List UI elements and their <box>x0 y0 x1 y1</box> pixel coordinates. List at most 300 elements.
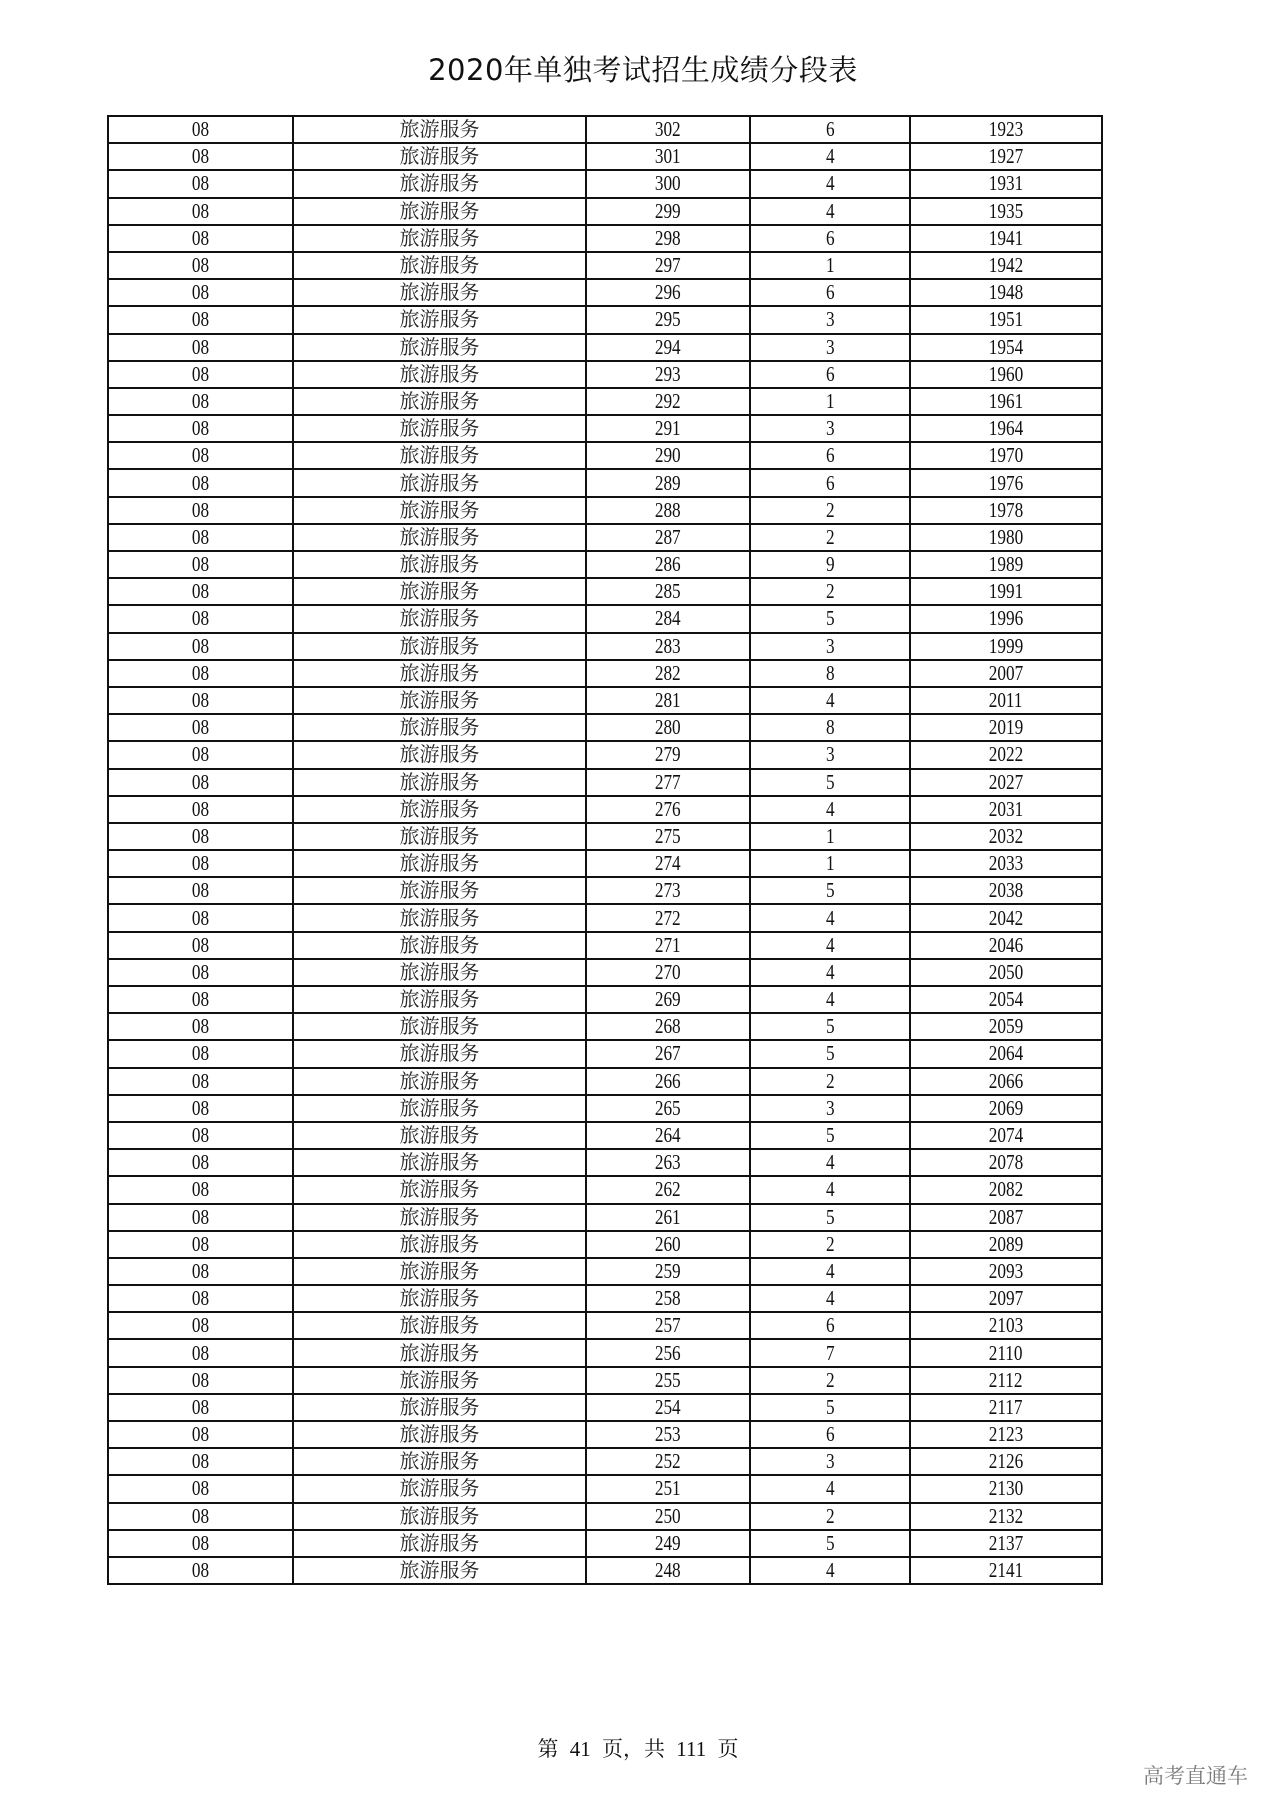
count-text: 5 <box>825 1530 835 1555</box>
category-name-cell <box>293 932 586 959</box>
category-code-text: 08 <box>191 932 210 957</box>
score-cell <box>586 306 750 333</box>
category-code-text: 08 <box>191 1476 210 1501</box>
count-cell <box>750 633 910 660</box>
cumulative-count-text: 1976 <box>988 470 1024 495</box>
table-row <box>108 904 1102 931</box>
table-row <box>108 1258 1102 1285</box>
cumulative-count-text: 1931 <box>988 171 1024 196</box>
count-cell <box>750 796 910 823</box>
cumulative-count-text: 1941 <box>988 225 1024 250</box>
category-code-text: 08 <box>191 1394 210 1419</box>
category-code-text: 08 <box>191 1367 210 1392</box>
score-cell <box>586 1448 750 1475</box>
category-name-cell <box>293 823 586 850</box>
category-name-cell <box>293 388 586 415</box>
cumulative-count-cell <box>910 198 1102 225</box>
score-text: 255 <box>655 1367 681 1392</box>
category-name-cell <box>293 143 586 170</box>
category-code-cell <box>108 170 293 197</box>
table-row <box>108 687 1102 714</box>
count-text: 3 <box>825 742 835 767</box>
table-row <box>108 1204 1102 1231</box>
score-text: 293 <box>655 361 681 386</box>
category-code-text: 08 <box>191 851 210 876</box>
table-row <box>108 1013 1102 1040</box>
category-name-cell <box>293 415 586 442</box>
table-row <box>108 1068 1102 1095</box>
cumulative-count-text: 1989 <box>988 552 1024 577</box>
category-code-cell <box>108 687 293 714</box>
category-code-cell <box>108 1122 293 1149</box>
count-text: 4 <box>825 198 835 223</box>
cumulative-count-text: 2089 <box>988 1231 1024 1256</box>
category-name-cell <box>293 959 586 986</box>
category-name-text: 旅游服务 <box>399 715 480 740</box>
cumulative-count-text: 2054 <box>988 987 1024 1012</box>
count-text: 4 <box>825 905 835 930</box>
count-cell <box>750 170 910 197</box>
table-row <box>108 198 1102 225</box>
category-code-cell <box>108 1231 293 1258</box>
cumulative-count-cell <box>910 633 1102 660</box>
category-name-text: 旅游服务 <box>399 742 480 767</box>
count-cell <box>750 714 910 741</box>
count-text: 4 <box>825 796 835 821</box>
score-text: 282 <box>655 660 681 685</box>
count-text: 4 <box>825 959 835 984</box>
category-name-cell <box>293 986 586 1013</box>
category-code-cell <box>108 986 293 1013</box>
count-cell <box>750 660 910 687</box>
count-text: 4 <box>825 171 835 196</box>
cumulative-count-cell <box>910 1285 1102 1312</box>
category-code-cell <box>108 633 293 660</box>
category-name-cell <box>293 306 586 333</box>
count-cell <box>750 1176 910 1203</box>
score-distribution-table <box>107 115 1103 1585</box>
score-text: 277 <box>655 769 681 794</box>
score-cell <box>586 986 750 1013</box>
cumulative-count-cell <box>910 279 1102 306</box>
score-text: 298 <box>655 225 681 250</box>
score-cell <box>586 334 750 361</box>
category-code-cell <box>108 334 293 361</box>
category-code-cell <box>108 225 293 252</box>
category-name-text: 旅游服务 <box>399 1449 480 1474</box>
category-code-cell <box>108 904 293 931</box>
category-name-cell <box>293 1394 586 1421</box>
score-text: 302 <box>655 117 681 142</box>
cumulative-count-cell <box>910 1503 1102 1530</box>
category-name-cell <box>293 714 586 741</box>
category-name-cell <box>293 796 586 823</box>
score-text: 254 <box>655 1394 681 1419</box>
count-text: 6 <box>825 1313 835 1338</box>
category-name-cell <box>293 1312 586 1339</box>
count-text: 3 <box>825 334 835 359</box>
cumulative-count-cell <box>910 415 1102 442</box>
count-text: 4 <box>825 1476 835 1501</box>
category-name-text: 旅游服务 <box>399 1095 480 1120</box>
cumulative-count-cell <box>910 1339 1102 1366</box>
cumulative-count-text: 2011 <box>989 688 1023 713</box>
count-cell <box>750 415 910 442</box>
table-row <box>108 1394 1102 1421</box>
category-code-text: 08 <box>191 171 210 196</box>
cumulative-count-cell <box>910 469 1102 496</box>
score-cell <box>586 143 750 170</box>
cumulative-count-cell <box>910 741 1102 768</box>
cumulative-count-text: 2066 <box>988 1068 1024 1093</box>
category-code-cell <box>108 198 293 225</box>
category-code-text: 08 <box>191 470 210 495</box>
score-text: 300 <box>655 171 681 196</box>
category-name-text: 旅游服务 <box>399 1150 480 1175</box>
category-name-text: 旅游服务 <box>399 334 480 359</box>
category-name-text: 旅游服务 <box>399 144 480 169</box>
count-cell <box>750 469 910 496</box>
table-row <box>108 306 1102 333</box>
cumulative-count-text: 2126 <box>988 1449 1024 1474</box>
category-code-cell <box>108 1557 293 1584</box>
cumulative-count-cell <box>910 306 1102 333</box>
score-text: 285 <box>655 579 681 604</box>
cumulative-count-text: 2032 <box>988 823 1024 848</box>
count-cell <box>750 687 910 714</box>
category-code-text: 08 <box>191 579 210 604</box>
category-name-text: 旅游服务 <box>399 1286 480 1311</box>
category-name-text: 旅游服务 <box>399 307 480 332</box>
score-cell <box>586 1421 750 1448</box>
table-row <box>108 986 1102 1013</box>
cumulative-count-text: 2078 <box>988 1150 1024 1175</box>
count-text: 4 <box>825 932 835 957</box>
table-row <box>108 1448 1102 1475</box>
score-text: 263 <box>655 1150 681 1175</box>
cumulative-count-cell <box>910 1176 1102 1203</box>
cumulative-count-text: 2074 <box>988 1123 1024 1148</box>
category-code-text: 08 <box>191 307 210 332</box>
cumulative-count-text: 2038 <box>988 878 1024 903</box>
score-text: 256 <box>655 1340 681 1365</box>
category-code-cell <box>108 1394 293 1421</box>
count-cell <box>750 1475 910 1502</box>
category-code-text: 08 <box>191 361 210 386</box>
category-code-cell <box>108 1367 293 1394</box>
table-row <box>108 524 1102 551</box>
category-code-text: 08 <box>191 796 210 821</box>
count-text: 5 <box>825 769 835 794</box>
count-cell <box>750 225 910 252</box>
count-cell <box>750 1394 910 1421</box>
category-code-text: 08 <box>191 225 210 250</box>
score-cell <box>586 1475 750 1502</box>
category-name-text: 旅游服务 <box>399 769 480 794</box>
category-code-cell <box>108 415 293 442</box>
cumulative-count-text: 1923 <box>988 117 1024 142</box>
category-code-text: 08 <box>191 1258 210 1283</box>
category-name-text: 旅游服务 <box>399 1204 480 1229</box>
category-name-cell <box>293 279 586 306</box>
page-footer: 第 41 页，共 111 页 <box>537 1737 739 1761</box>
cumulative-count-cell <box>910 442 1102 469</box>
count-cell <box>750 442 910 469</box>
category-name-text: 旅游服务 <box>399 225 480 250</box>
cumulative-count-cell <box>910 388 1102 415</box>
table-row <box>108 1122 1102 1149</box>
category-code-text: 08 <box>191 742 210 767</box>
score-text: 261 <box>655 1204 681 1229</box>
category-name-cell <box>293 1095 586 1122</box>
category-name-text: 旅游服务 <box>399 660 480 685</box>
category-code-cell <box>108 1040 293 1067</box>
count-text: 3 <box>825 416 835 441</box>
cumulative-count-cell <box>910 986 1102 1013</box>
cumulative-count-text: 1978 <box>988 497 1024 522</box>
category-code-text: 08 <box>191 1340 210 1365</box>
table-row <box>108 714 1102 741</box>
cumulative-count-text: 2031 <box>988 796 1024 821</box>
category-name-text: 旅游服务 <box>399 851 480 876</box>
score-text: 262 <box>655 1177 681 1202</box>
category-name-text: 旅游服务 <box>399 470 480 495</box>
cumulative-count-cell <box>910 850 1102 877</box>
category-code-cell <box>108 116 293 143</box>
cumulative-count-cell <box>910 170 1102 197</box>
count-text: 1 <box>825 851 835 876</box>
table-row <box>108 170 1102 197</box>
category-name-text: 旅游服务 <box>399 1558 480 1583</box>
category-name-text: 旅游服务 <box>399 1394 480 1419</box>
category-name-text: 旅游服务 <box>399 1367 480 1392</box>
cumulative-count-cell <box>910 1557 1102 1584</box>
count-cell <box>750 986 910 1013</box>
category-name-cell <box>293 442 586 469</box>
cumulative-count-text: 2110 <box>989 1340 1023 1365</box>
category-code-text: 08 <box>191 1422 210 1447</box>
score-cell <box>586 605 750 632</box>
count-text: 3 <box>825 1449 835 1474</box>
category-name-cell <box>293 1421 586 1448</box>
count-cell <box>750 741 910 768</box>
count-cell <box>750 823 910 850</box>
table-row <box>108 252 1102 279</box>
category-name-text: 旅游服务 <box>399 1014 480 1039</box>
cumulative-count-text: 2117 <box>989 1394 1023 1419</box>
score-text: 250 <box>655 1503 681 1528</box>
score-text: 294 <box>655 334 681 359</box>
score-cell <box>586 252 750 279</box>
count-cell <box>750 1421 910 1448</box>
category-code-cell <box>108 143 293 170</box>
table-row <box>108 1503 1102 1530</box>
cumulative-count-cell <box>910 904 1102 931</box>
score-text: 299 <box>655 198 681 223</box>
category-code-cell <box>108 1421 293 1448</box>
category-code-text: 08 <box>191 1150 210 1175</box>
cumulative-count-cell <box>910 1095 1102 1122</box>
cumulative-count-text: 1948 <box>988 280 1024 305</box>
cumulative-count-cell <box>910 1367 1102 1394</box>
category-name-cell <box>293 252 586 279</box>
count-cell <box>750 1312 910 1339</box>
page-title: 2020年单独考试招生成绩分段表 <box>428 53 858 87</box>
category-name-cell <box>293 334 586 361</box>
category-code-cell <box>108 823 293 850</box>
category-code-cell <box>108 497 293 524</box>
count-text: 4 <box>825 688 835 713</box>
category-name-text: 旅游服务 <box>399 932 480 957</box>
table-row <box>108 932 1102 959</box>
category-name-text: 旅游服务 <box>399 1476 480 1501</box>
score-text: 265 <box>655 1095 681 1120</box>
category-code-cell <box>108 361 293 388</box>
category-code-cell <box>108 1530 293 1557</box>
score-cell <box>586 198 750 225</box>
category-code-cell <box>108 850 293 877</box>
count-text: 6 <box>825 225 835 250</box>
category-name-text: 旅游服务 <box>399 388 480 413</box>
category-name-text: 旅游服务 <box>399 1340 480 1365</box>
score-text: 253 <box>655 1422 681 1447</box>
count-text: 5 <box>825 1204 835 1229</box>
category-code-text: 08 <box>191 715 210 740</box>
cumulative-count-text: 2050 <box>988 959 1024 984</box>
category-code-text: 08 <box>191 1014 210 1039</box>
table-body <box>108 116 1102 1584</box>
cumulative-count-cell <box>910 714 1102 741</box>
table-row <box>108 469 1102 496</box>
category-name-text: 旅游服务 <box>399 524 480 549</box>
cumulative-count-cell <box>910 1068 1102 1095</box>
category-code-cell <box>108 1285 293 1312</box>
category-code-text: 08 <box>191 1313 210 1338</box>
cumulative-count-cell <box>910 497 1102 524</box>
table-row <box>108 1367 1102 1394</box>
count-text: 4 <box>825 144 835 169</box>
category-code-text: 08 <box>191 633 210 658</box>
category-name-text: 旅游服务 <box>399 552 480 577</box>
table-row <box>108 1040 1102 1067</box>
score-text: 248 <box>655 1558 681 1583</box>
score-cell <box>586 1312 750 1339</box>
score-text: 251 <box>655 1476 681 1501</box>
category-code-text: 08 <box>191 823 210 848</box>
cumulative-count-text: 1970 <box>988 443 1024 468</box>
count-cell <box>750 1095 910 1122</box>
score-cell <box>586 1013 750 1040</box>
cumulative-count-text: 2137 <box>988 1530 1024 1555</box>
score-cell <box>586 1285 750 1312</box>
count-text: 8 <box>825 715 835 740</box>
category-name-text: 旅游服务 <box>399 171 480 196</box>
score-text: 280 <box>655 715 681 740</box>
category-name-cell <box>293 578 586 605</box>
category-code-text: 08 <box>191 552 210 577</box>
count-text: 2 <box>825 1367 835 1392</box>
category-code-cell <box>108 741 293 768</box>
category-code-cell <box>108 551 293 578</box>
score-text: 257 <box>655 1313 681 1338</box>
score-text: 283 <box>655 633 681 658</box>
category-name-cell <box>293 769 586 796</box>
category-code-cell <box>108 605 293 632</box>
count-cell <box>750 1122 910 1149</box>
cumulative-count-cell <box>910 524 1102 551</box>
category-name-cell <box>293 1068 586 1095</box>
score-cell <box>586 1095 750 1122</box>
count-text: 2 <box>825 524 835 549</box>
score-cell <box>586 850 750 877</box>
category-code-text: 08 <box>191 443 210 468</box>
count-text: 5 <box>825 878 835 903</box>
table-row <box>108 225 1102 252</box>
category-name-cell <box>293 741 586 768</box>
category-code-cell <box>108 932 293 959</box>
count-text: 4 <box>825 987 835 1012</box>
count-cell <box>750 1040 910 1067</box>
table-row <box>108 877 1102 904</box>
cumulative-count-text: 2130 <box>988 1476 1024 1501</box>
score-text: 272 <box>655 905 681 930</box>
count-text: 3 <box>825 633 835 658</box>
table-row <box>108 361 1102 388</box>
count-cell <box>750 959 910 986</box>
cumulative-count-text: 2141 <box>988 1558 1024 1583</box>
category-name-text: 旅游服务 <box>399 253 480 278</box>
score-cell <box>586 442 750 469</box>
cumulative-count-cell <box>910 116 1102 143</box>
category-name-cell <box>293 1149 586 1176</box>
count-text: 4 <box>825 1258 835 1283</box>
score-cell <box>586 170 750 197</box>
cumulative-count-cell <box>910 1312 1102 1339</box>
category-name-cell <box>293 1339 586 1366</box>
score-text: 259 <box>655 1258 681 1283</box>
score-text: 273 <box>655 878 681 903</box>
category-name-text: 旅游服务 <box>399 1503 480 1528</box>
table-row <box>108 1557 1102 1584</box>
count-cell <box>750 1557 910 1584</box>
score-text: 290 <box>655 443 681 468</box>
score-cell <box>586 932 750 959</box>
cumulative-count-cell <box>910 959 1102 986</box>
category-code-text: 08 <box>191 660 210 685</box>
cumulative-count-cell <box>910 1149 1102 1176</box>
count-text: 5 <box>825 1041 835 1066</box>
category-code-cell <box>108 714 293 741</box>
table-row <box>108 1285 1102 1312</box>
count-text: 1 <box>825 253 835 278</box>
count-cell <box>750 1530 910 1557</box>
cumulative-count-cell <box>910 932 1102 959</box>
category-name-text: 旅游服务 <box>399 959 480 984</box>
count-cell <box>750 1068 910 1095</box>
count-cell <box>750 551 910 578</box>
category-name-cell <box>293 1448 586 1475</box>
count-cell <box>750 1149 910 1176</box>
category-code-cell <box>108 959 293 986</box>
category-code-text: 08 <box>191 334 210 359</box>
cumulative-count-text: 2007 <box>988 660 1024 685</box>
category-name-text: 旅游服务 <box>399 416 480 441</box>
category-code-text: 08 <box>191 144 210 169</box>
category-name-cell <box>293 1530 586 1557</box>
score-cell <box>586 1149 750 1176</box>
score-cell <box>586 687 750 714</box>
score-text: 260 <box>655 1231 681 1256</box>
